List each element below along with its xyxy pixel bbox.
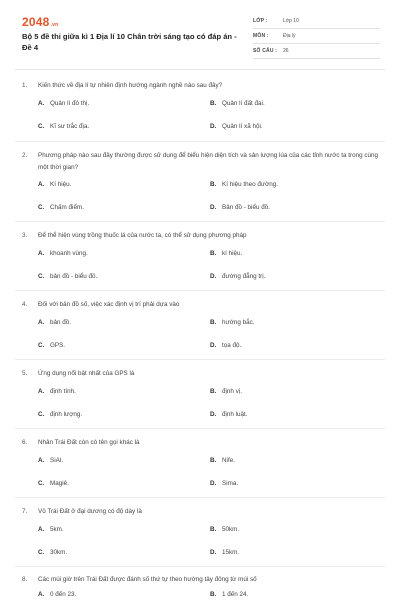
option-text: Chấm điểm. [50,204,84,211]
question-body: Kiến thức về địa lí tự nhiên định hướng ngành nghề nào sau đây? [38,82,223,89]
option-letter: B. [210,388,217,395]
option-text: SiAl. [50,457,63,464]
option-letter: A. [38,100,45,107]
option-text: 15km. [222,549,240,556]
option-letter: A. [38,250,45,257]
option-text: GPS. [50,342,66,349]
option-text: Quản lí xã hội. [222,123,263,130]
option-text: 5km. [50,526,64,533]
meta-row-class [253,15,380,29]
option-text: bản đồ - biểu đồ. [50,273,98,280]
option-text: Sima. [222,480,239,487]
option-text: 1 đến 24. [222,591,249,598]
document-header [0,0,400,64]
question-text [22,368,377,380]
option-letter: B. [210,250,217,257]
option-b[interactable] [210,526,239,533]
question-body: Các múi giờ trên Trái Đất được đánh số thứ tự theo hướng tây đông từ múi số [38,576,257,583]
logo-suffix: .vn [50,22,59,28]
question-body: Để thể hiện vùng trồng thuốc lá của nước ta, có thể sử dụng phương pháp [38,232,247,239]
option-a[interactable] [38,457,63,464]
question-text [22,437,377,449]
question-body: Đối với bản đồ số, việc xác định vị trí phải dựa vào [38,301,180,308]
meta-value: Địa lý [283,33,296,39]
option-d[interactable] [210,273,265,280]
option-c[interactable] [38,204,84,211]
option-letter: D. [210,204,217,211]
question-number: 6. [22,439,28,446]
question-text [22,230,377,242]
exam-title: Bộ 5 đề thi giữa kì 1 Địa lí 10 Chân trời sáng tạo có đáp án - Đề 4 [22,32,237,52]
question-separator [15,566,385,567]
option-text: khoanh vùng. [50,250,88,257]
question-body: Nhân Trái Đất còn có tên gọi khác là [38,439,140,446]
question-number: 8. [22,576,28,583]
option-b[interactable] [210,591,248,598]
question-number: 1. [22,82,28,89]
option-c[interactable] [38,123,89,130]
option-b[interactable] [210,181,278,188]
option-letter: B. [210,526,217,533]
exam-meta [253,15,380,60]
option-c[interactable] [38,549,67,556]
question-text [22,506,377,518]
option-c[interactable] [38,411,82,418]
question-number: 3. [22,232,28,239]
option-d[interactable] [210,411,248,418]
option-a[interactable] [38,100,89,107]
meta-value: 26 [283,48,289,54]
option-b[interactable] [210,319,255,326]
question-separator [15,359,385,360]
option-text: 0 đến 23. [50,591,77,598]
question-text [22,299,377,311]
meta-label: MÔN : [253,33,269,39]
option-c[interactable] [38,342,65,349]
option-text: Magiê. [50,480,69,487]
option-b[interactable] [210,100,265,107]
meta-row-count [253,45,380,59]
option-text: Nife. [222,457,235,464]
option-text: Bản đồ - biểu đồ. [222,204,270,211]
option-text: kí hiệu. [222,250,243,257]
question-number: 7. [22,508,28,515]
meta-label: LỚP : [253,18,268,24]
option-letter: D. [210,273,217,280]
question-separator [15,428,385,429]
option-c[interactable] [38,273,97,280]
option-text: tọa độ. [222,342,242,349]
option-a[interactable] [38,388,76,395]
option-letter: C. [38,411,45,418]
option-letter: B. [210,319,217,326]
option-text: Kí hiệu. [50,181,72,188]
option-letter: D. [210,480,217,487]
option-letter: D. [210,411,217,418]
question-body: Phương pháp nào sau đây thường được sử dụng để biểu hiện diện tích và sản lượng lúa của các tỉnh nước ta trong cùng một thời gian? [38,152,379,171]
question-separator [15,221,385,222]
option-letter: A. [38,591,45,598]
question-text [22,150,379,171]
option-a[interactable] [38,319,71,326]
logo-number: 2048 [22,15,50,29]
option-letter: C. [38,273,45,280]
question-text [22,80,377,92]
option-letter: B. [210,181,217,188]
option-b[interactable] [210,457,235,464]
option-letter: A. [38,319,45,326]
option-c[interactable] [38,480,69,487]
option-a[interactable] [38,591,76,598]
option-text: hướng bắc. [222,319,255,326]
meta-value: Lớp 10 [283,18,299,24]
option-letter: A. [38,181,45,188]
meta-label: SỐ CÂU : [253,48,278,54]
option-text: Kí hiệu theo đường. [222,181,278,188]
option-text: Kĩ sư trắc địa. [50,123,90,130]
option-letter: D. [210,549,217,556]
option-letter: A. [38,526,45,533]
option-b[interactable] [210,250,242,257]
option-b[interactable] [210,388,242,395]
option-text: bản đồ. [50,319,72,326]
question-separator [15,141,385,142]
question-body: Vỏ Trái Đất ở đại dương có độ dày là [38,508,142,515]
meta-row-subject [253,30,380,44]
option-d[interactable] [210,204,270,211]
option-d[interactable] [210,549,239,556]
option-letter: C. [38,123,45,130]
option-letter: D. [210,123,217,130]
option-d[interactable] [210,123,263,130]
question-text [22,574,377,586]
option-letter: A. [38,457,45,464]
option-text: 30km. [50,549,68,556]
option-letter: B. [210,457,217,464]
question-separator [15,497,385,498]
option-text: định vị. [222,388,242,395]
option-letter: D. [210,342,217,349]
option-a[interactable] [38,181,71,188]
option-letter: A. [38,388,45,395]
option-d[interactable] [210,480,238,487]
site-logo[interactable] [22,15,58,29]
option-a[interactable] [38,526,64,533]
option-text: Quản lí đất đai. [222,100,265,107]
option-letter: C. [38,342,45,349]
option-text: Quản lí đô thị. [50,100,90,107]
option-text: định tính. [50,388,76,395]
question-number: 2. [22,152,28,159]
question-body: Ứng dụng nổi bật nhất của GPS là [38,370,135,377]
header-divider [15,69,385,70]
option-d[interactable] [210,342,241,349]
option-letter: B. [210,591,217,598]
option-text: định lượng. [50,411,83,418]
question-number: 4. [22,301,28,308]
option-letter: B. [210,100,217,107]
option-text: đường đẳng trị. [222,273,266,280]
option-letter: C. [38,204,45,211]
option-text: 50km. [222,526,240,533]
question-separator [15,290,385,291]
option-letter: C. [38,549,45,556]
option-letter: C. [38,480,45,487]
question-number: 5. [22,370,28,377]
option-a[interactable] [38,250,88,257]
option-text: định luật. [222,411,248,418]
